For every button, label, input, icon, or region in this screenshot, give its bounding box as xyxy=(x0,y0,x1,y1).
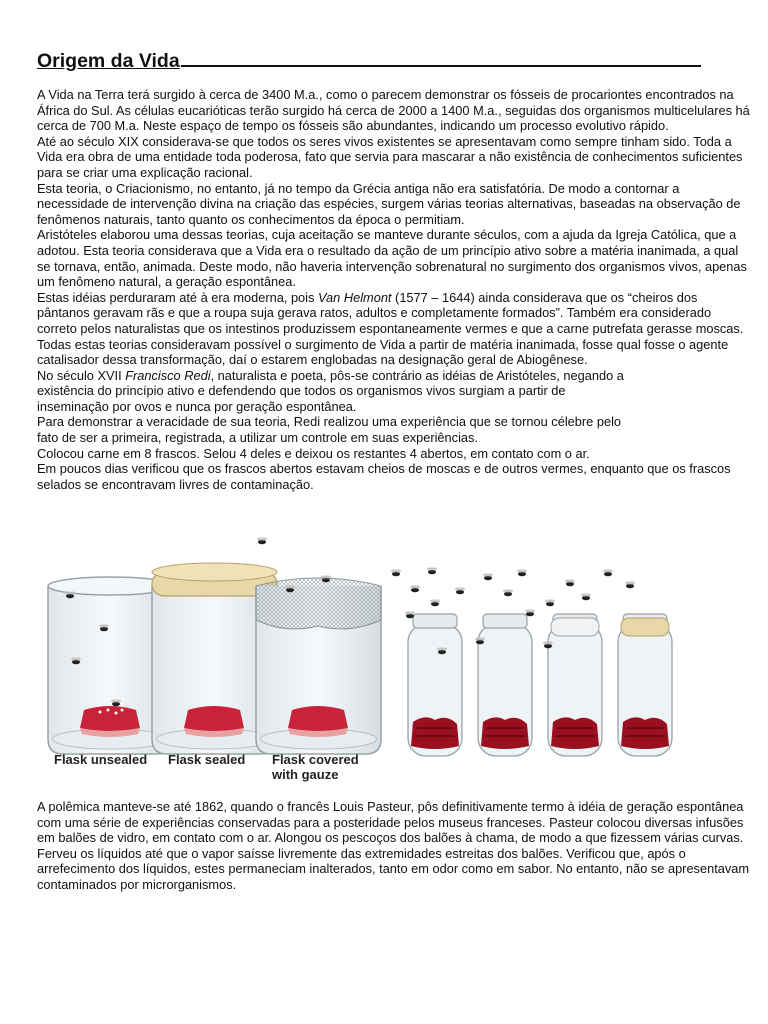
text-run: Estas idéias perduraram até à era moderna, pois xyxy=(37,289,318,305)
gauze-icon xyxy=(256,578,381,629)
paragraph-van-helmont xyxy=(37,290,752,368)
caption-sealed: Flask sealed xyxy=(168,752,246,767)
caption-gauze-2: with gauze xyxy=(272,767,339,782)
caption-gauze-1: Flask covered xyxy=(272,752,359,767)
paragraph: Aristóteles elaborou uma dessas teorias, cuja aceitação se manteve durante séculos, com a ajuda da Igreja Católica, que a adotou. Esta teoria considerava que a Vida era o resultado da ação de um princípio ativo sobre a matéria inanimada, a qual se tornava, então, animada. Deste modo, não haveria intervenção sobrenatural no surgimento dos organismos vivos, apenas um fenômeno natural, a geração espontânea. xyxy=(37,227,747,290)
name-francisco-redi: Francisco Redi xyxy=(125,367,211,383)
paragraph: Colocou carne em 8 frascos. Selou 4 deles e deixou os restantes 4 abertos, em contato com o ar. xyxy=(37,445,590,461)
title-text: Origem da Vida xyxy=(37,50,180,72)
jar-open-2 xyxy=(478,614,532,756)
text-run: , naturalista e poeta, pôs-se contrário as idéias de Aristóteles, negando a existência do princípio ativo e defendendo que todos os organismos vivos surgiam a partir de inseminação por ovos e nunca por geração espontânea. xyxy=(37,367,624,414)
paragraph: Até ao século XIX considerava-se que todos os seres vivos existentes se apresentavam como sempre tinham sido. Toda a Vida era obra de uma entidade toda poderosa, fato que servia para mascarar a não existência de conhecimentos suficientes para se criar uma explicação racional. xyxy=(37,133,743,180)
body-text-top xyxy=(37,87,752,492)
title-underline xyxy=(181,51,701,67)
page-title xyxy=(37,49,730,73)
paragraph: Em poucos dias verificou que os frascos abertos estavam cheios de moscas e de outros vermes, enquanto que os frascos selados se encontravam livres de contaminação. xyxy=(37,461,731,492)
text-run: (1577 – 1644) ainda considerava que os “cheiros dos pântanos geravam rãs e que a roupa suja gerava ratos, adultos e completamente formados”. Também era considerado correto pelos naturalistas que os intestinos produzissem espontaneamente vermes e que a carne putrefata gerasse moscas. Todas estas teorias consideravam possível o surgimento de Vida a partir de matéria inanimada, fosse qual fosse o agente catalisador dessa transformação, daí o estarem englobadas na designação geral de Abiogênese. xyxy=(37,289,744,368)
paragraph: Esta teoria, o Criacionismo, no entanto, já no tempo da Grécia antiga não era satisfatória. De modo a contornar a necessidade de intervenção divina na criação das espécies, surgem várias teorias alternativas, baseadas na observação de fenômenos naturais, tanto quanto os conhecimentos da época o permitiam. xyxy=(37,180,741,227)
jar-closed-1 xyxy=(548,614,602,756)
paragraph-pasteur: A polêmica manteve-se até 1862, quando o francês Louis Pasteur, pôs definitivamente termo à idéia de geração espontânea com uma série de experiências conservadas para a posteridade pelos museus franceses. Pasteur colocou diversas infusões em balões de vidro, em contato com o ar. Alongou os pescoços dos balões à chama, de modo a que fizessem várias curvas. Ferveu os líquidos até que o vapor saísse livremente das extremidades estreitas dos balões. Verificou que, após o arrefecimento dos líquidos, estes permaneciam inalterados, tanto em odor como em sabor. No entanto, não se apresentavam contaminados por microrganismos. xyxy=(37,799,750,892)
paragraph: A Vida na Terra terá surgido à cerca de 3400 M.a., como o parecem demonstrar os fósseis de procariontes encontrados na África do Sul. As células eucarióticas terão surgido há cerca de 2000 a 1400 M.a., seguidas dos organismos multicelulares há cerca de 700 M.a. Neste espaço de tempo os fósseis são abundantes, indicando um processo evolutivo rápido. xyxy=(37,87,750,134)
redi-experiment-figure xyxy=(30,534,760,786)
jar-closed-2 xyxy=(618,614,672,756)
name-van-helmont: Van Helmont xyxy=(317,289,392,305)
body-text-bottom xyxy=(37,799,752,893)
jar-gauze xyxy=(256,578,381,754)
paragraph: Para demonstrar a veracidade de sua teoria, Redi realizou uma experiência que se tornou célebre pelo fato de ser a primeira, registrada, a utilizar um controle em suas experiências. xyxy=(37,414,622,446)
jar-open-1 xyxy=(408,614,462,756)
caption-unsealed: Flask unsealed xyxy=(54,752,148,767)
text-run: No século XVII xyxy=(37,367,126,383)
paragraph-redi xyxy=(37,368,627,415)
